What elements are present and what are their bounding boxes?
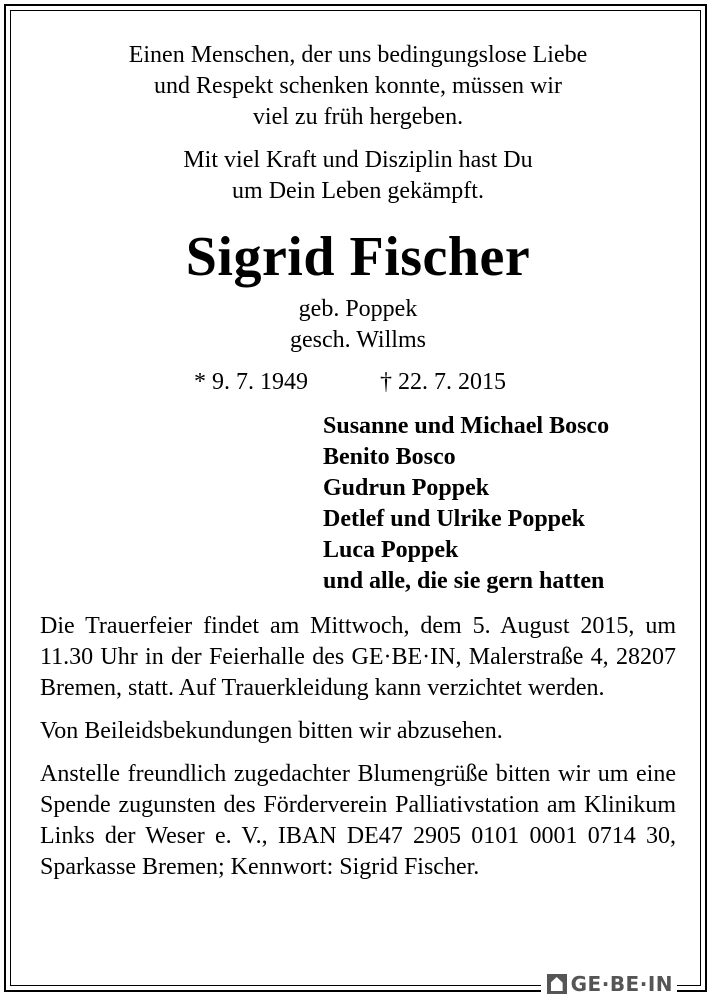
intro-line: viel zu früh hergeben. xyxy=(252,104,464,130)
mourners-list xyxy=(323,411,676,597)
condolences-paragraph: Von Beileidsbekundungen bitten wir abzusehen. xyxy=(40,718,503,744)
life-dates xyxy=(40,362,676,402)
intro-line: um Dein Leben gekämpft. xyxy=(232,178,484,204)
intro-line: Mit viel Kraft und Disziplin hast Du xyxy=(183,147,533,173)
birth-date: * 9. 7. 1949 xyxy=(194,369,308,395)
maiden-name: geb. Poppek xyxy=(298,296,418,322)
gebein-logo xyxy=(541,970,677,998)
house-icon xyxy=(547,974,567,994)
mourner-item: Benito Bosco xyxy=(323,444,456,470)
intro-line: und Respekt schenken konnte, müssen wir xyxy=(154,73,562,99)
logo-text: GE·BE·IN xyxy=(570,972,673,996)
mourner-item: Susanne und Michael Bosco xyxy=(323,413,610,439)
ceremony-paragraph: Die Trauerfeier findet am Mittwoch, dem 5. August 2015, um 11.30 Uhr in der Feierhalle des GE·BE·IN, Malerstraße 4, 28207 Bremen, statt. Auf Trauerkleidung kann verzichtet werden. xyxy=(40,613,676,701)
intro-line: Einen Menschen, der uns bedingungslose Liebe xyxy=(128,42,588,68)
former-name: gesch. Willms xyxy=(290,327,426,353)
obituary-notice xyxy=(40,40,676,883)
intro-text xyxy=(40,40,676,207)
deceased-name: Sigrid Fischer xyxy=(185,226,531,288)
donation-paragraph: Anstelle freundlich zugedachter Blumengrüße bitten wir um eine Spende zugunsten des Förderverein Palliativstation am Klinikum Links der Weser e. V., IBAN DE47 2905 0101 0001 0714 30, Sparkasse Bremen; Kennwort: Sigrid Fischer. xyxy=(40,761,676,880)
name-history xyxy=(40,294,676,356)
mourner-item: und alle, die sie gern hatten xyxy=(323,568,605,594)
death-date: † 22. 7. 2015 xyxy=(380,369,506,395)
mourner-item: Gudrun Poppek xyxy=(323,475,490,501)
mourner-item: Detlef und Ulrike Poppek xyxy=(323,506,586,532)
mourner-item: Luca Poppek xyxy=(323,537,459,563)
